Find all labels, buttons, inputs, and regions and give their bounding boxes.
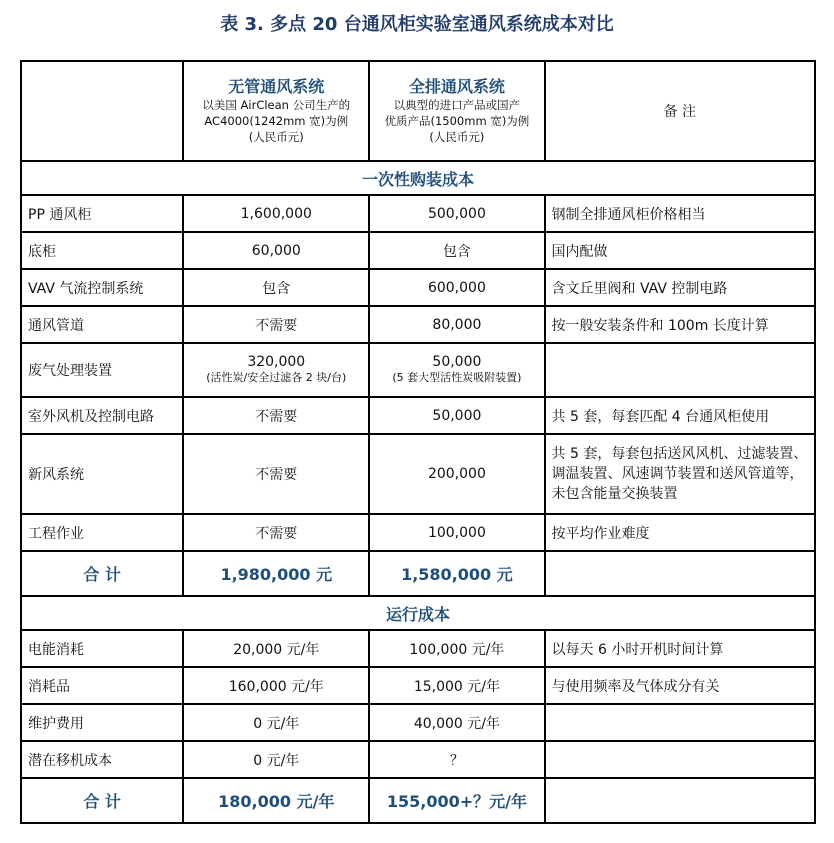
- row-full: 50,000: [369, 397, 544, 434]
- row-full: 100,000 元/年: [369, 630, 544, 667]
- row-ductless: 0 元/年: [183, 741, 369, 778]
- row-remark: 按一般安装条件和 100m 长度计算: [545, 306, 815, 343]
- row-item: 废气处理装置: [21, 343, 183, 397]
- row-item: 通风管道: [21, 306, 183, 343]
- section-row: [21, 596, 815, 630]
- row-remark: 共 5 套，每套包括送风风机、过滤装置、调温装置、风速调节装置和送风管道等，未包含能量交换装置: [545, 434, 815, 514]
- row-ductless: 包含: [183, 269, 369, 306]
- row-ductless: 不需要: [183, 397, 369, 434]
- row-remark: 钢制全排通风柜价格相当: [545, 195, 815, 232]
- row-remark: 国内配做: [545, 232, 815, 269]
- section-title-purchase: 一次性购装成本: [21, 161, 815, 195]
- row-ductless: 0 元/年: [183, 704, 369, 741]
- header-ductless-sub2: AC4000(1242mm 宽)为例: [204, 114, 349, 128]
- row-item: PP 通风柜: [21, 195, 183, 232]
- cost-comparison-table: [20, 60, 816, 824]
- row-full: ？: [369, 741, 544, 778]
- table-row: [21, 195, 815, 232]
- row-full-value: 50,000: [432, 354, 482, 370]
- row-ductless: 不需要: [183, 306, 369, 343]
- row-full: 200,000: [369, 434, 544, 514]
- row-item: 室外风机及控制电路: [21, 397, 183, 434]
- section-row: [21, 161, 815, 195]
- table-row: [21, 397, 815, 434]
- total-full: 155,000+？元/年: [369, 778, 544, 823]
- row-remark: 以每天 6 小时开机时间计算: [545, 630, 815, 667]
- total-full: 1,580,000 元: [369, 551, 544, 596]
- row-item: 新风系统: [21, 434, 183, 514]
- header-full-title: 全排通风系统: [408, 77, 505, 96]
- row-ductless-value: 320,000: [247, 354, 306, 370]
- row-item: 工程作业: [21, 514, 183, 551]
- table-row: [21, 514, 815, 551]
- header-full-exhaust: [369, 61, 544, 161]
- row-ductless: 20,000 元/年: [183, 630, 369, 667]
- header-ductless-sub3: (人民币元): [248, 130, 304, 144]
- row-ductless: 60,000: [183, 232, 369, 269]
- row-remark: [545, 704, 815, 741]
- header-empty-cell: [21, 61, 183, 161]
- table-row: [21, 269, 815, 306]
- row-remark: 共 5 套，每套匹配 4 台通风柜使用: [545, 397, 815, 434]
- table-row: [21, 343, 815, 397]
- row-full: 500,000: [369, 195, 544, 232]
- row-remark: [545, 741, 815, 778]
- row-item: 底柜: [21, 232, 183, 269]
- row-item: VAV 气流控制系统: [21, 269, 183, 306]
- row-full: [369, 343, 544, 397]
- header-full-sub1: 以典型的进口产品或国产: [393, 98, 521, 112]
- header-row: [21, 61, 815, 161]
- row-remark: 与使用频率及气体成分有关: [545, 667, 815, 704]
- header-full-sub3: (人民币元): [429, 130, 485, 144]
- total-label: 合 计: [21, 778, 183, 823]
- total-ductless: 180,000 元/年: [183, 778, 369, 823]
- row-remark: 含文丘里阀和 VAV 控制电路: [545, 269, 815, 306]
- header-ductless-sub1: 以美国 AirClean 公司生产的: [202, 98, 351, 112]
- row-full: 80,000: [369, 306, 544, 343]
- row-ductless: 160,000 元/年: [183, 667, 369, 704]
- table-row: [21, 667, 815, 704]
- table-row: [21, 741, 815, 778]
- row-full: 15,000 元/年: [369, 667, 544, 704]
- total-ductless: 1,980,000 元: [183, 551, 369, 596]
- header-ductless-title: 无管通风系统: [228, 77, 325, 96]
- header-remarks: 备 注: [545, 61, 815, 161]
- header-ductless: [183, 61, 369, 161]
- row-full-note: (5 套大型活性炭吸附装置): [392, 371, 522, 384]
- row-item: 消耗品: [21, 667, 183, 704]
- row-ductless: 1,600,000: [183, 195, 369, 232]
- table-row: [21, 232, 815, 269]
- row-ductless: [183, 343, 369, 397]
- table-row: [21, 630, 815, 667]
- table-row: [21, 306, 815, 343]
- table-row: [21, 434, 815, 514]
- total-remark-empty: [545, 778, 815, 823]
- total-remark-empty: [545, 551, 815, 596]
- row-full: 600,000: [369, 269, 544, 306]
- header-full-sub2: 优质产品(1500mm 宽)为例: [384, 114, 530, 128]
- row-item: 维护费用: [21, 704, 183, 741]
- row-item: 潜在移机成本: [21, 741, 183, 778]
- table-row: [21, 704, 815, 741]
- total-row: [21, 778, 815, 823]
- table-title: 表 3. 多点 20 台通风柜实验室通风系统成本对比: [220, 14, 614, 35]
- total-label: 合 计: [21, 551, 183, 596]
- row-full: 40,000 元/年: [369, 704, 544, 741]
- row-ductless-note: (活性炭/安全过滤各 2 块/台): [206, 371, 347, 384]
- row-remark: 按平均作业难度: [545, 514, 815, 551]
- row-item: 电能消耗: [21, 630, 183, 667]
- row-remark: [545, 343, 815, 397]
- row-ductless: 不需要: [183, 434, 369, 514]
- total-row: [21, 551, 815, 596]
- row-full: 包含: [369, 232, 544, 269]
- row-full: 100,000: [369, 514, 544, 551]
- section-title-operating: 运行成本: [21, 596, 815, 630]
- row-ductless: 不需要: [183, 514, 369, 551]
